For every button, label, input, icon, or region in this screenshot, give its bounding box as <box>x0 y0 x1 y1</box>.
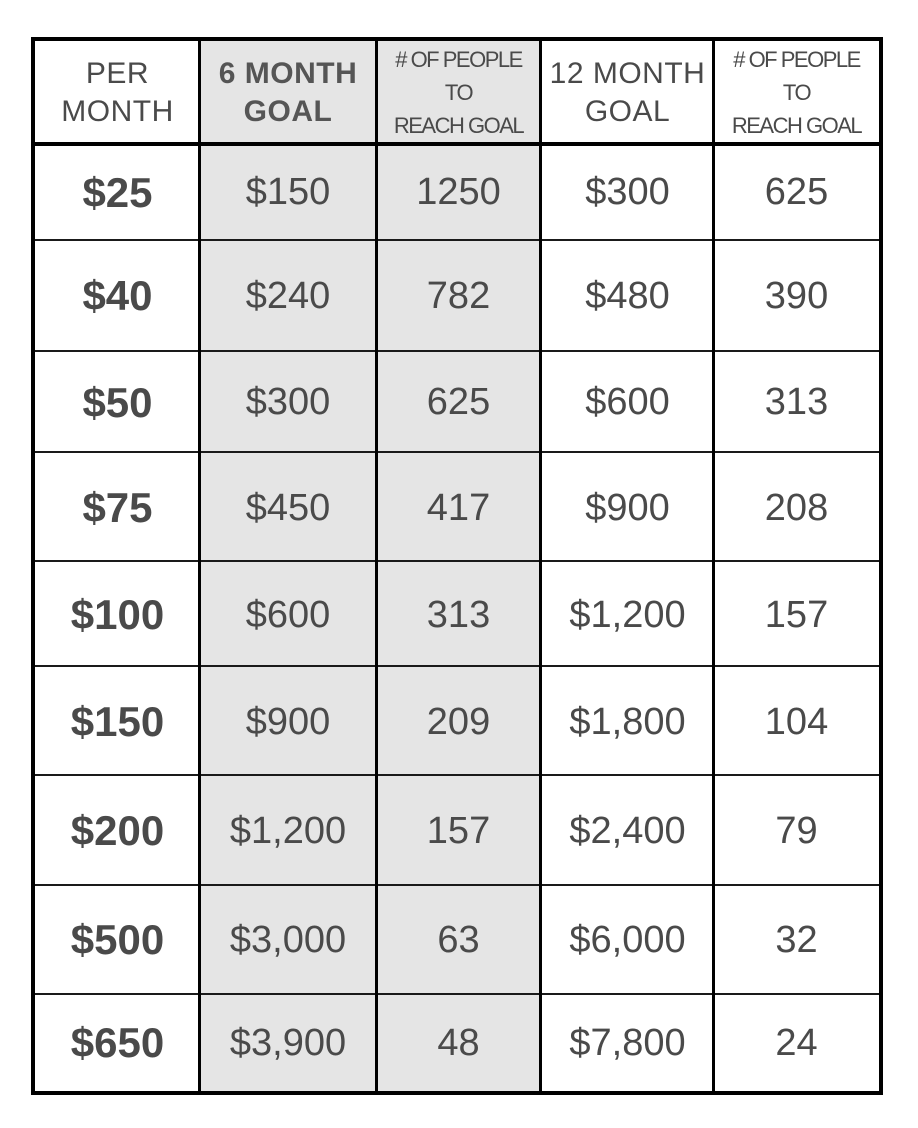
cell-people-6: 625 <box>426 381 491 423</box>
cell-people-12: 625 <box>764 171 829 213</box>
cell-12-month-goal: $7,800 <box>569 1021 686 1064</box>
cell-per-month: $150 <box>70 698 165 745</box>
cell-people-6: 782 <box>426 274 491 317</box>
header-people-12-line-2: TO <box>782 80 811 105</box>
cell-people-6: 209 <box>426 700 491 743</box>
header-people-6 <box>376 41 541 144</box>
cell-per-month: $650 <box>70 1019 165 1066</box>
cell-people-12: 104 <box>764 700 829 743</box>
row-divider <box>35 239 879 241</box>
row-divider <box>35 993 879 995</box>
column-divider <box>198 41 201 1091</box>
header-per-month-line-1: PER <box>85 56 150 90</box>
cell-people-12: 32 <box>775 918 818 961</box>
cell-per-month: $25 <box>82 168 153 216</box>
cell-per-month: $200 <box>70 807 165 854</box>
row-divider <box>35 884 879 886</box>
cell-people-6: 1250 <box>416 171 501 213</box>
cell-6-month-goal: $240 <box>245 274 331 317</box>
cell-12-month-goal: $300 <box>585 171 670 213</box>
header-people-6-line-2: TO <box>444 80 473 105</box>
cell-people-12: 157 <box>764 593 829 636</box>
header-people-12-line-3: REACH GOAL <box>731 113 862 138</box>
header-per-month-line-2: MONTH <box>61 94 174 128</box>
cell-people-12: 390 <box>764 274 829 317</box>
cell-12-month-goal: $480 <box>585 274 670 317</box>
header-divider <box>35 142 879 146</box>
header-people-12-line-1: # OF PEOPLE <box>733 47 860 72</box>
cell-12-month-goal: $2,400 <box>569 809 686 852</box>
row-divider <box>35 560 879 562</box>
cell-people-12: 79 <box>775 809 818 852</box>
cell-per-month: $100 <box>70 591 165 638</box>
header-6-month-goal <box>200 41 376 144</box>
header-12-month-goal-line-1: 12 MONTH <box>549 56 706 90</box>
cell-6-month-goal: $3,000 <box>229 918 347 961</box>
cell-12-month-goal: $6,000 <box>569 918 686 961</box>
cell-6-month-goal: $300 <box>245 381 331 423</box>
cell-people-6: 157 <box>426 809 491 852</box>
goal-table <box>31 37 883 1095</box>
header-per-month <box>35 41 200 144</box>
cell-12-month-goal: $600 <box>585 381 670 423</box>
cell-6-month-goal: $900 <box>245 700 331 743</box>
cell-people-12: 313 <box>764 381 829 423</box>
cell-6-month-goal: $600 <box>245 593 331 636</box>
cell-people-6: 417 <box>426 486 491 529</box>
cell-per-month: $75 <box>82 484 153 531</box>
cell-12-month-goal: $900 <box>585 486 670 529</box>
cell-12-month-goal: $1,200 <box>569 593 686 636</box>
header-6-month-goal-line-2: GOAL <box>243 94 333 128</box>
header-6-month-goal-line-1: 6 MONTH <box>218 56 358 90</box>
cell-people-6: 48 <box>437 1021 480 1064</box>
cell-6-month-goal: $1,200 <box>229 809 347 852</box>
cell-per-month: $40 <box>82 272 153 319</box>
cell-per-month: $500 <box>70 916 165 963</box>
header-12-month-goal <box>541 41 714 144</box>
cell-people-12: 24 <box>775 1021 818 1064</box>
column-divider <box>712 41 715 1091</box>
cell-per-month: $50 <box>82 378 153 426</box>
column-divider <box>375 41 378 1091</box>
cell-6-month-goal: $150 <box>245 171 331 213</box>
cell-people-6: 313 <box>426 593 491 636</box>
row-divider <box>35 451 879 453</box>
cell-6-month-goal: $450 <box>245 486 331 529</box>
header-people-12 <box>714 41 879 144</box>
header-12-month-goal-line-2: GOAL <box>584 94 671 128</box>
row-divider <box>35 350 879 352</box>
cell-12-month-goal: $1,800 <box>569 700 686 743</box>
cell-people-12: 208 <box>764 486 829 529</box>
row-divider <box>35 774 879 776</box>
cell-6-month-goal: $3,900 <box>229 1021 347 1064</box>
header-people-6-line-3: REACH GOAL <box>393 113 524 138</box>
column-divider <box>539 41 542 1091</box>
row-divider <box>35 665 879 667</box>
cell-people-6: 63 <box>437 918 480 961</box>
header-people-6-line-1: # OF PEOPLE <box>395 47 522 72</box>
